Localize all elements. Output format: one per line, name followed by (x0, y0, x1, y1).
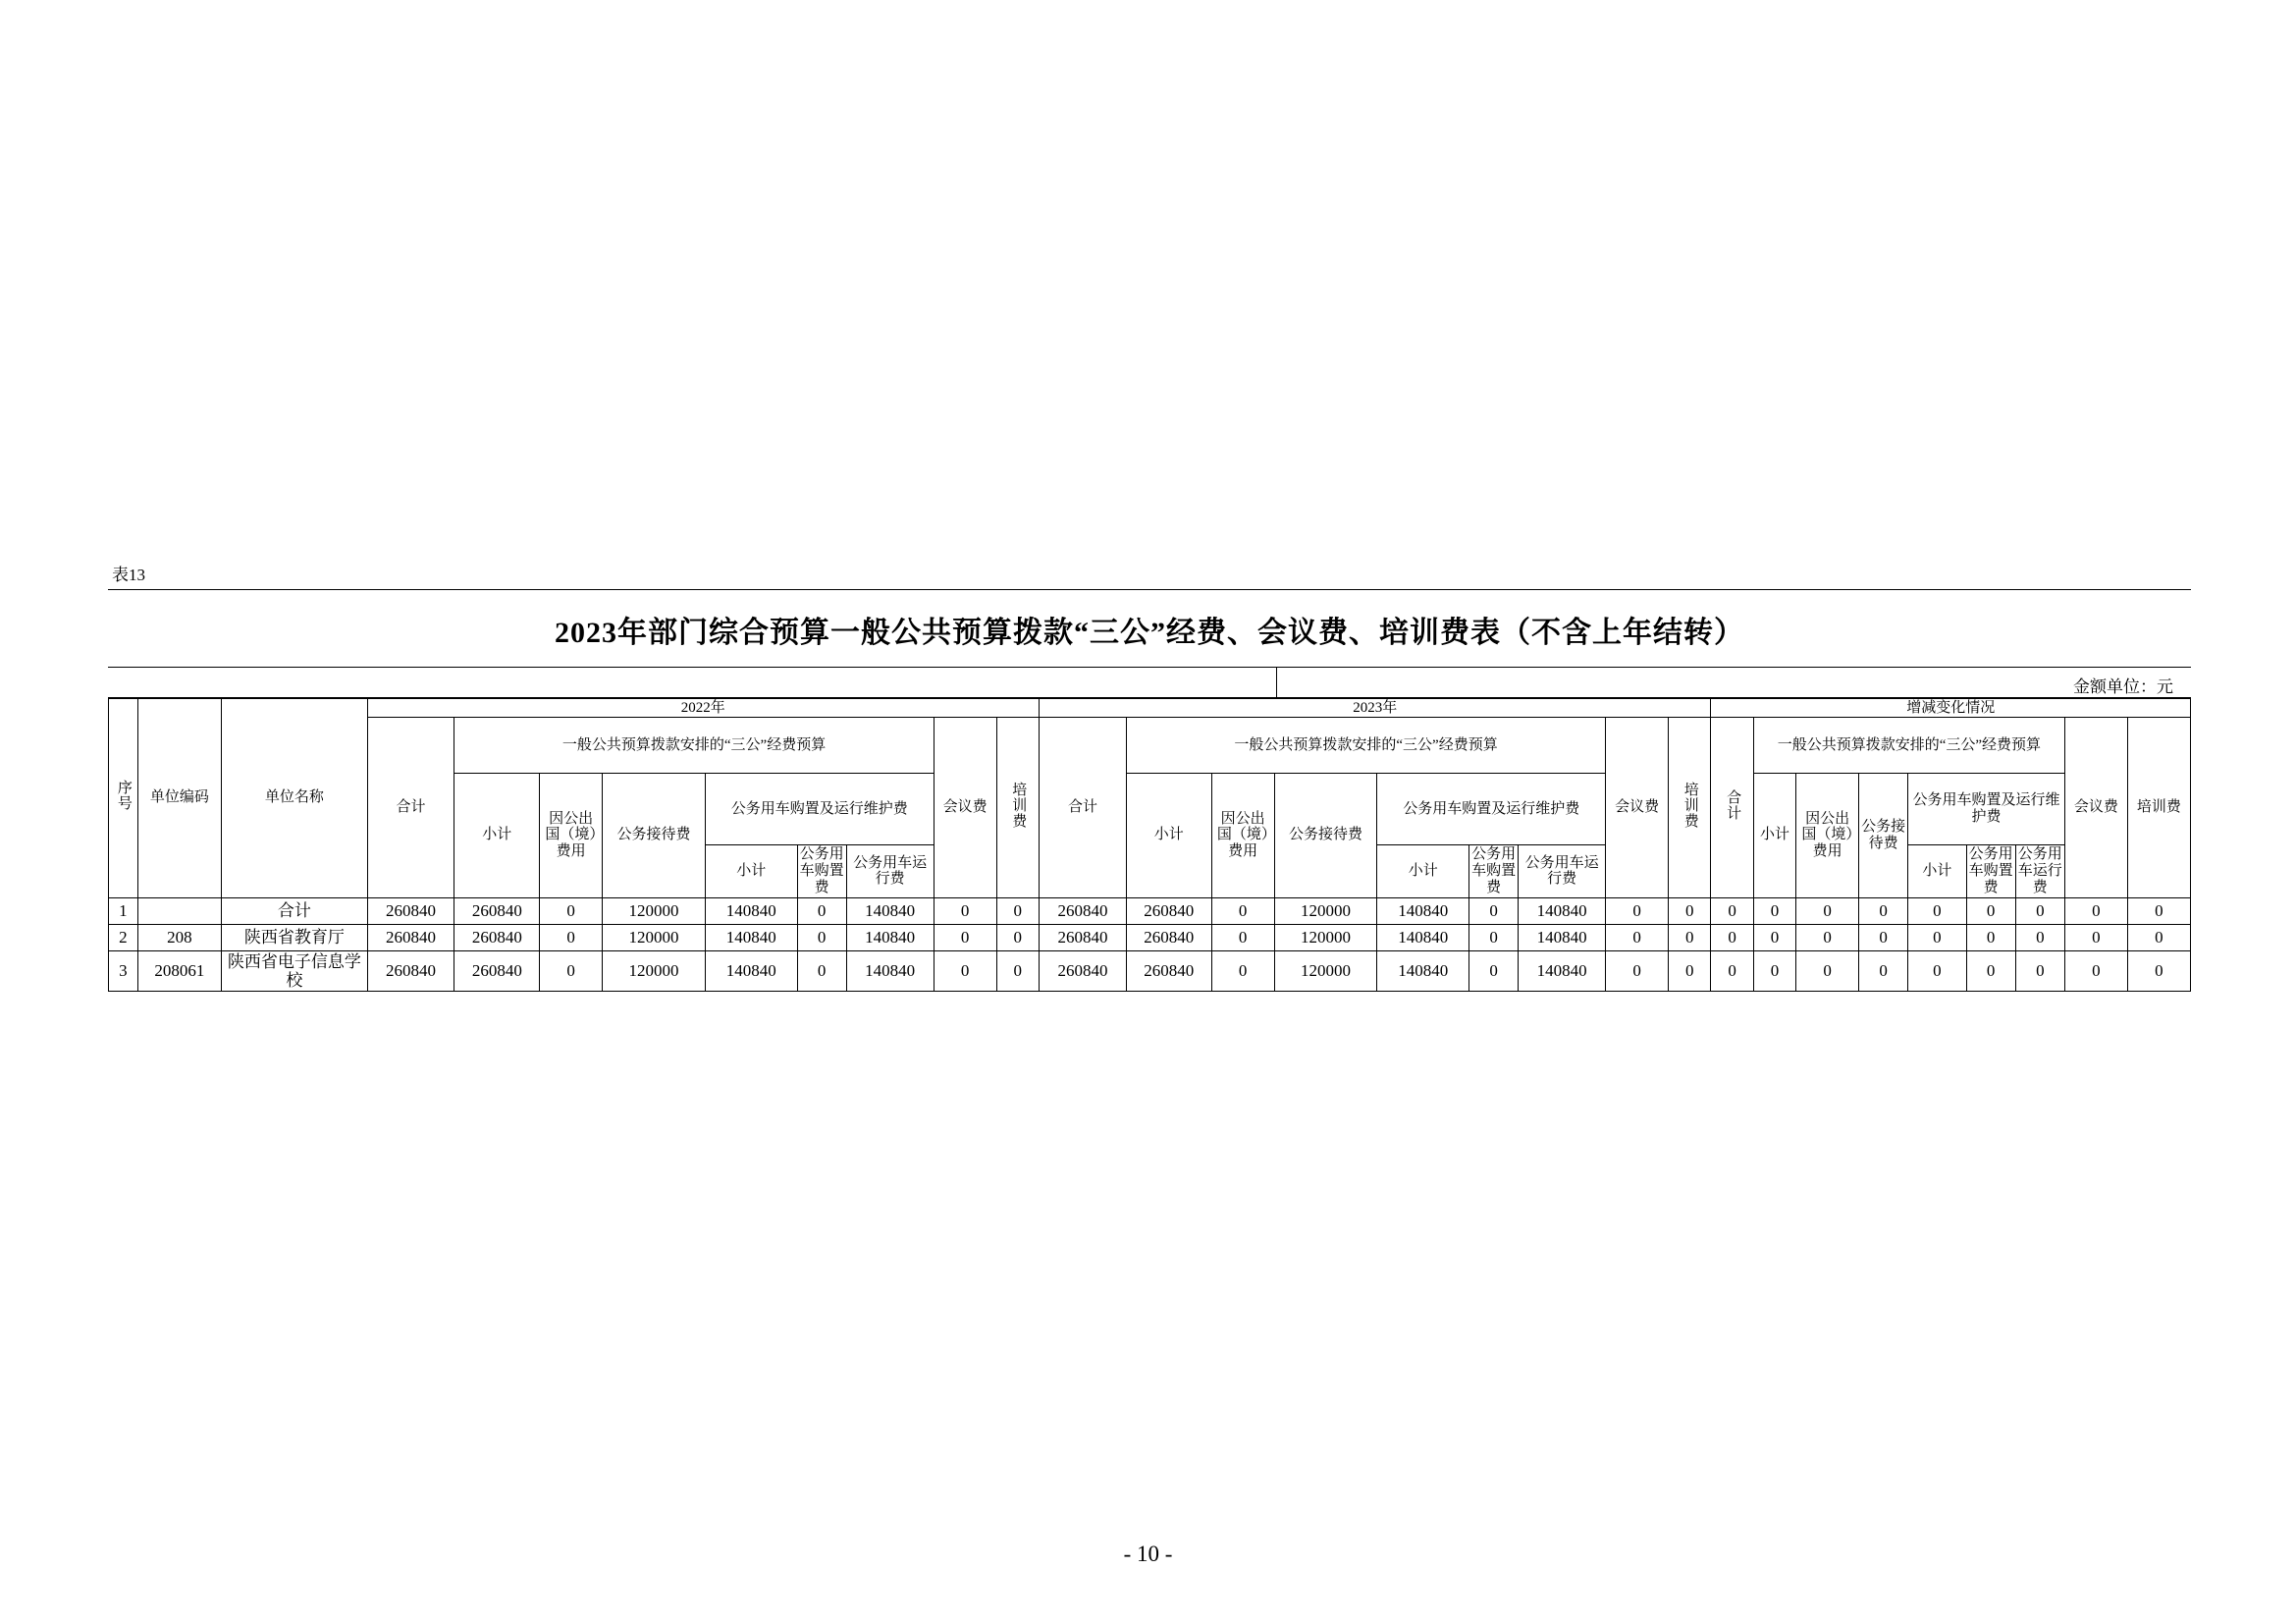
cell-2022-total: 260840 (367, 950, 454, 991)
th-unit-name: 单位名称 (222, 698, 367, 897)
budget-sheet (108, 565, 2191, 992)
cell-2022-meeting: 0 (934, 924, 996, 950)
th-2023-subtotal: 小计 (1126, 773, 1211, 897)
cell-2023-vehicle-purchase: 0 (1468, 924, 1518, 950)
cell-2022-training: 0 (996, 897, 1039, 924)
th-2023-training: 培训费 (1669, 718, 1711, 897)
cell-change-vehicle-purchase: 0 (1966, 897, 2015, 924)
page-number: - 10 - (1123, 1542, 1173, 1566)
cell-2022-subtotal: 260840 (454, 897, 540, 924)
cell-2022-reception: 120000 (603, 924, 706, 950)
th-2023-sangong-group: 一般公共预算拨款安排的“三公”经费预算 (1126, 718, 1605, 774)
cell-2023-vehicle-subtotal: 140840 (1377, 924, 1469, 950)
cell-2022-subtotal: 260840 (454, 924, 540, 950)
cell-2022-vehicle-subtotal: 140840 (705, 897, 797, 924)
cell-2022-vehicle-operation: 140840 (846, 950, 934, 991)
table-label: 表13 (108, 565, 2191, 590)
cell-2022-vehicle-purchase: 0 (797, 897, 846, 924)
cell-change-vehicle-operation: 0 (2015, 897, 2064, 924)
cell-2022-abroad: 0 (540, 950, 603, 991)
cell-unit-name: 陕西省电子信息学校 (222, 950, 367, 991)
th-change-vehicle-subtotal: 小计 (1908, 845, 1966, 897)
cell-change-training: 0 (2127, 924, 2190, 950)
cell-2022-subtotal: 260840 (454, 950, 540, 991)
cell-2023-subtotal: 260840 (1126, 897, 1211, 924)
amount-unit-label: 金额单位：元 (2073, 677, 2173, 696)
cell-seq: 3 (109, 950, 138, 991)
cell-2023-total: 260840 (1039, 897, 1126, 924)
cell-seq: 2 (109, 924, 138, 950)
th-2022-abroad: 因公出国（境）费用 (540, 773, 603, 897)
th-2022-vehicle-operation: 公务用车运行费 (846, 845, 934, 897)
cell-2022-vehicle-operation: 140840 (846, 924, 934, 950)
cell-2022-vehicle-operation: 140840 (846, 897, 934, 924)
cell-change-training: 0 (2127, 897, 2190, 924)
th-2022-training: 培训费 (996, 718, 1039, 897)
th-unit-code: 单位编码 (137, 698, 222, 897)
budget-table (108, 698, 2191, 992)
cell-change-training: 0 (2127, 950, 2190, 991)
cell-unit-code: 208 (137, 924, 222, 950)
cell-unit-code: 208061 (137, 950, 222, 991)
cell-change-vehicle-subtotal: 0 (1908, 897, 1966, 924)
th-change-meeting: 会议费 (2064, 718, 2127, 897)
cell-2023-vehicle-subtotal: 140840 (1377, 897, 1469, 924)
th-2023-vehicle-group: 公务用车购置及运行维护费 (1377, 773, 1606, 844)
th-change-reception: 公务接待费 (1859, 773, 1908, 897)
cell-2023-vehicle-operation: 140840 (1519, 950, 1606, 991)
cell-2022-abroad: 0 (540, 924, 603, 950)
cell-2022-total: 260840 (367, 924, 454, 950)
cell-2022-vehicle-subtotal: 140840 (705, 924, 797, 950)
table-row (109, 897, 2191, 924)
cell-2023-subtotal: 260840 (1126, 950, 1211, 991)
th-change: 增减变化情况 (1711, 698, 2191, 718)
cell-unit-name: 陕西省教育厅 (222, 924, 367, 950)
table-row (109, 924, 2191, 950)
th-2022-vehicle-purchase: 公务用车购置费 (797, 845, 846, 897)
cell-2022-vehicle-purchase: 0 (797, 924, 846, 950)
cell-change-reception: 0 (1859, 950, 1908, 991)
th-2022-vehicle-group: 公务用车购置及运行维护费 (705, 773, 934, 844)
cell-change-reception: 0 (1859, 897, 1908, 924)
cell-2022-vehicle-subtotal: 140840 (705, 950, 797, 991)
cell-change-abroad: 0 (1796, 924, 1859, 950)
cell-seq: 1 (109, 897, 138, 924)
cell-2023-reception: 120000 (1274, 897, 1377, 924)
th-2022-reception: 公务接待费 (603, 773, 706, 897)
th-2023-abroad: 因公出国（境）费用 (1211, 773, 1274, 897)
th-2023-vehicle-subtotal: 小计 (1377, 845, 1469, 897)
cell-change-abroad: 0 (1796, 950, 1859, 991)
cell-2023-total: 260840 (1039, 950, 1126, 991)
cell-2023-vehicle-operation: 140840 (1519, 924, 1606, 950)
th-year-2022: 2022年 (367, 698, 1039, 718)
page-title: 2023年部门综合预算一般公共预算拨款“三公”经费、会议费、培训费表（不含上年结转） (108, 590, 2191, 668)
th-2023-meeting: 会议费 (1606, 718, 1669, 897)
th-change-vehicle-purchase: 公务用车购置费 (1966, 845, 2015, 897)
cell-2022-training: 0 (996, 924, 1039, 950)
cell-2023-vehicle-purchase: 0 (1468, 897, 1518, 924)
cell-2023-total: 260840 (1039, 924, 1126, 950)
cell-2023-training: 0 (1669, 924, 1711, 950)
th-change-vehicle-group: 公务用车购置及运行维护费 (1908, 773, 2065, 844)
cell-unit-name: 合计 (222, 897, 367, 924)
cell-2023-meeting: 0 (1606, 924, 1669, 950)
cell-2022-reception: 120000 (603, 950, 706, 991)
table-row (109, 950, 2191, 991)
cell-change-total: 0 (1711, 897, 1753, 924)
cell-change-total: 0 (1711, 924, 1753, 950)
cell-unit-code (137, 897, 222, 924)
cell-change-subtotal: 0 (1753, 950, 1795, 991)
th-year-2023: 2023年 (1039, 698, 1710, 718)
cell-change-vehicle-purchase: 0 (1966, 924, 2015, 950)
cell-2022-total: 260840 (367, 897, 454, 924)
cell-2023-subtotal: 260840 (1126, 924, 1211, 950)
cell-change-meeting: 0 (2064, 897, 2127, 924)
th-change-total: 合计 (1711, 718, 1753, 897)
th-2022-meeting: 会议费 (934, 718, 996, 897)
th-change-subtotal: 小计 (1753, 773, 1795, 897)
th-2023-total: 合计 (1039, 718, 1126, 897)
cell-change-vehicle-subtotal: 0 (1908, 950, 1966, 991)
cell-2023-meeting: 0 (1606, 950, 1669, 991)
cell-change-subtotal: 0 (1753, 897, 1795, 924)
th-2023-vehicle-purchase: 公务用车购置费 (1468, 845, 1518, 897)
cell-change-vehicle-subtotal: 0 (1908, 924, 1966, 950)
th-change-training: 培训费 (2127, 718, 2190, 897)
th-2022-vehicle-subtotal: 小计 (705, 845, 797, 897)
cell-2023-vehicle-purchase: 0 (1468, 950, 1518, 991)
cell-2023-training: 0 (1669, 897, 1711, 924)
th-change-sangong-group: 一般公共预算拨款安排的“三公”经费预算 (1753, 718, 2064, 774)
cell-change-meeting: 0 (2064, 950, 2127, 991)
cell-change-reception: 0 (1859, 924, 1908, 950)
cell-change-vehicle-operation: 0 (2015, 950, 2064, 991)
th-change-abroad: 因公出国（境）费用 (1796, 773, 1859, 897)
th-2022-subtotal: 小计 (454, 773, 540, 897)
cell-2023-reception: 120000 (1274, 950, 1377, 991)
cell-change-vehicle-purchase: 0 (1966, 950, 2015, 991)
cell-2023-meeting: 0 (1606, 897, 1669, 924)
cell-change-meeting: 0 (2064, 924, 2127, 950)
cell-change-subtotal: 0 (1753, 924, 1795, 950)
cell-2023-abroad: 0 (1211, 897, 1274, 924)
cell-2023-vehicle-subtotal: 140840 (1377, 950, 1469, 991)
cell-change-total: 0 (1711, 950, 1753, 991)
cell-2022-vehicle-purchase: 0 (797, 950, 846, 991)
header-row-2 (109, 718, 2191, 774)
cell-change-abroad: 0 (1796, 897, 1859, 924)
cell-2022-training: 0 (996, 950, 1039, 991)
th-2022-total: 合计 (367, 718, 454, 897)
cell-2022-meeting: 0 (934, 897, 996, 924)
cell-2022-meeting: 0 (934, 950, 996, 991)
cell-2022-abroad: 0 (540, 897, 603, 924)
th-2022-sangong-group: 一般公共预算拨款安排的“三公”经费预算 (454, 718, 934, 774)
cell-2023-training: 0 (1669, 950, 1711, 991)
cell-2022-reception: 120000 (603, 897, 706, 924)
cell-change-vehicle-operation: 0 (2015, 924, 2064, 950)
cell-2023-reception: 120000 (1274, 924, 1377, 950)
th-2023-reception: 公务接待费 (1274, 773, 1377, 897)
cell-2023-vehicle-operation: 140840 (1519, 897, 1606, 924)
amount-unit-row (108, 668, 2191, 698)
th-2023-vehicle-operation: 公务用车运行费 (1519, 845, 1606, 897)
cell-2023-abroad: 0 (1211, 924, 1274, 950)
cell-2023-abroad: 0 (1211, 950, 1274, 991)
unit-row-divider (1276, 668, 1277, 697)
header-row-1 (109, 698, 2191, 718)
th-change-vehicle-operation: 公务用车运行费 (2015, 845, 2064, 897)
th-seq: 序号 (109, 698, 138, 897)
